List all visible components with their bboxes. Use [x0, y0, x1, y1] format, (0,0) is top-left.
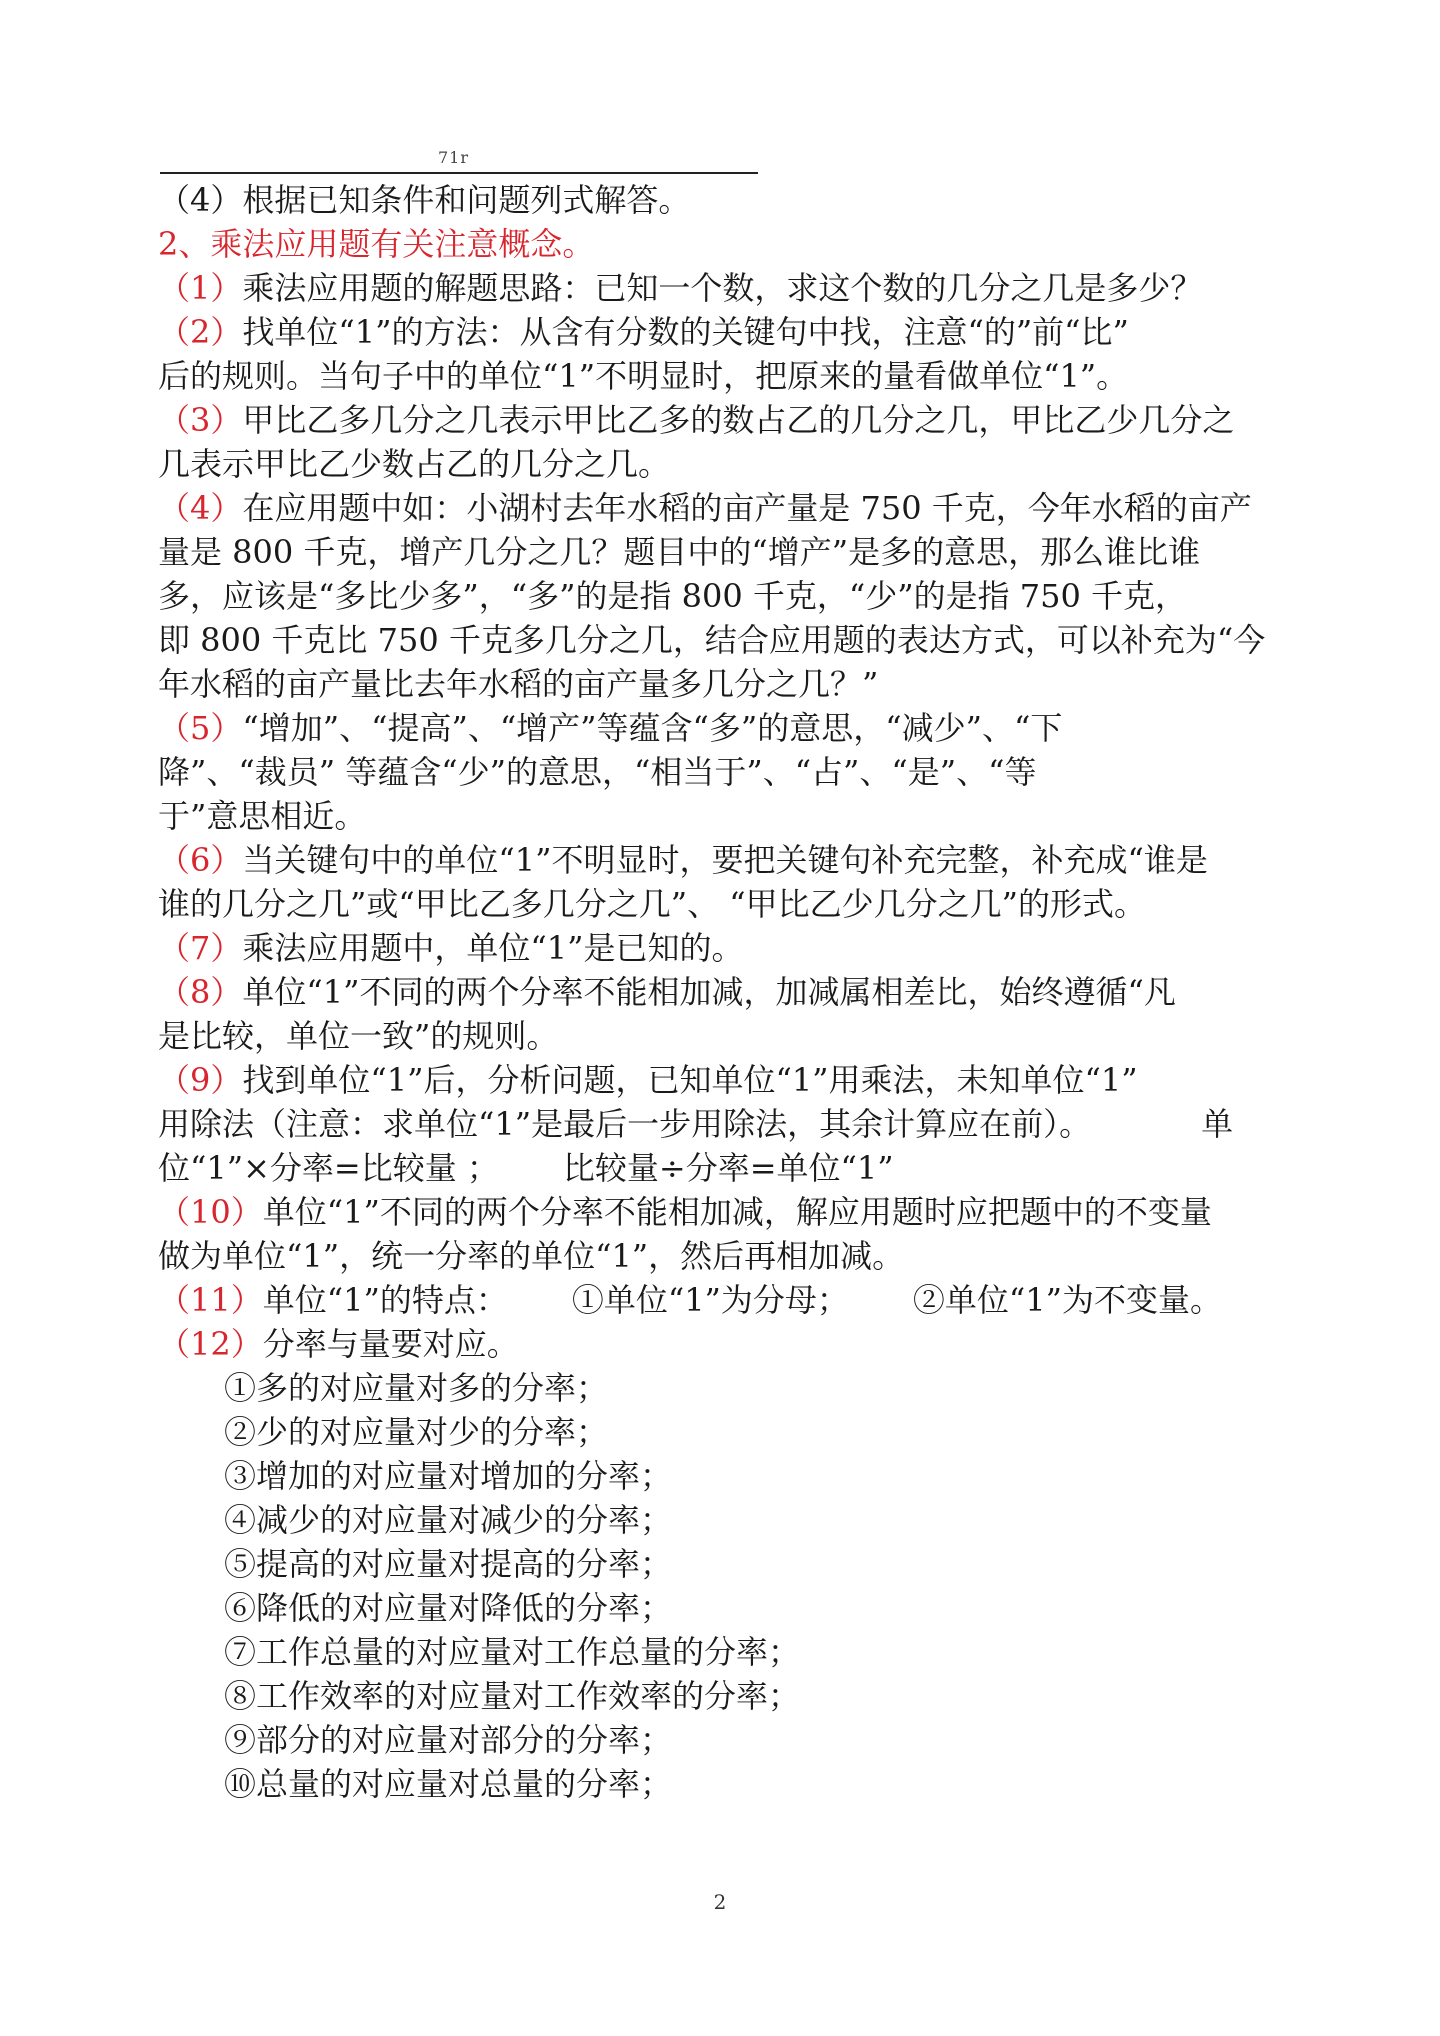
page-number: 2 — [713, 1890, 727, 1914]
item-number: （10） — [158, 1193, 263, 1231]
document-body — [158, 178, 1298, 1806]
item-number: （3） — [158, 401, 243, 439]
formula-line — [158, 1146, 1298, 1190]
text-line: 多，应该是“多比少多”，“多”的是指 800 千克，“少”的是指 750 千克， — [158, 577, 1188, 615]
item-text: 乘法应用题中，单位“1”是已知的。 — [242, 929, 744, 967]
item-number: （4） — [158, 489, 243, 527]
paragraph-line — [158, 486, 1298, 530]
item-text: 分率与量要对应。 — [262, 1325, 519, 1363]
item-text: ①单位“1”为分母； — [571, 1281, 849, 1319]
item-number: （1） — [158, 269, 243, 307]
text-segment: 用除法（注意：求单位“1”是最后一步用除法，其余计算应在前）。 — [158, 1105, 1092, 1143]
item-text: 单位“1”不同的两个分率不能相加减，加减属相差比，始终遵循“凡 — [242, 973, 1176, 1011]
list-item: ①多的对应量对多的分率； — [224, 1369, 609, 1407]
list-item: ⑤提高的对应量对提高的分率； — [224, 1545, 673, 1583]
text-segment: 单 — [1201, 1105, 1234, 1143]
list-item: ⑦工作总量的对应量对工作总量的分率； — [224, 1633, 801, 1671]
item-text: 找到单位“1”后，分析问题，已知单位“1”用乘法，未知单位“1” — [242, 1061, 1138, 1099]
text-line: 即 800 千克比 750 千克多几分之几，结合应用题的表达方式，可以补充为“今 — [158, 621, 1266, 659]
item-text: 在应用题中如：小湖村去年水稻的亩产量是 750 千克，今年水稻的亩产 — [242, 489, 1252, 527]
paragraph-line — [158, 1278, 1298, 1322]
list-item: ⑩总量的对应量对总量的分率； — [224, 1765, 673, 1803]
list-item: ⑥降低的对应量对降低的分率； — [224, 1589, 673, 1627]
paragraph-line — [158, 398, 1298, 442]
item-number: （7） — [158, 929, 243, 967]
item-text: ②单位“1”为不变量。 — [912, 1281, 1223, 1319]
item-text: 单位“1”不同的两个分率不能相加减，解应用题时应把题中的不变量 — [262, 1193, 1212, 1231]
text-line: （4）根据已知条件和问题列式解答。 — [158, 181, 691, 219]
paragraph-line — [158, 1190, 1298, 1234]
text-line: 是比较，单位一致”的规则。 — [158, 1017, 559, 1055]
item-number: （5） — [158, 709, 243, 747]
paragraph-line — [158, 1322, 1298, 1366]
paragraph-line — [158, 838, 1298, 882]
text-line — [158, 1102, 1298, 1146]
paragraph-line — [158, 970, 1298, 1014]
paragraph-line — [158, 706, 1298, 750]
text-line: 做为单位“1”，统一分率的单位“1”，然后再相加减。 — [158, 1237, 905, 1275]
item-number: （8） — [158, 973, 243, 1011]
list-item: ⑨部分的对应量对部分的分率； — [224, 1721, 673, 1759]
formula-left: 位“1”×分率=比较量 ； — [158, 1149, 499, 1187]
text-line: 于”意思相近。 — [158, 797, 367, 835]
text-line: 年水稻的亩产量比去年水稻的亩产量多几分之几？” — [158, 665, 879, 703]
list-item: ③增加的对应量对增加的分率； — [224, 1457, 673, 1495]
item-text: 当关键句中的单位“1”不明显时，要把关键句补充完整，补充成“谁是 — [242, 841, 1208, 879]
item-number: （9） — [158, 1061, 243, 1099]
item-text: 单位“1”的特点： — [262, 1281, 508, 1319]
item-number: （12） — [158, 1325, 263, 1363]
formula-right: 比较量÷分率=单位“1” — [562, 1149, 894, 1187]
text-line: 后的规则。当句子中的单位“1”不明显时，把原来的量看做单位“1”。 — [158, 357, 1129, 395]
item-number: （11） — [158, 1281, 263, 1319]
item-text: 找单位“1”的方法：从含有分数的关键句中找，注意“的”前“比” — [242, 313, 1129, 351]
header-mark: 71r — [438, 148, 470, 167]
list-item: ②少的对应量对少的分率； — [224, 1413, 609, 1451]
item-text: “增加”、“提高”、“增产”等蕴含“多”的意思，“减少”、“下 — [242, 709, 1063, 747]
paragraph-line — [158, 266, 1298, 310]
text-line: 降”、“裁员” 等蕴含“少”的意思，“相当于”、“占”、“是”、“等 — [158, 753, 1037, 791]
text-line: 量是 800 千克，增产几分之几？题目中的“增产”是多的意思，那么谁比谁 — [158, 533, 1201, 571]
paragraph-line — [158, 310, 1298, 354]
item-number: （2） — [158, 313, 243, 351]
item-number: （6） — [158, 841, 243, 879]
text-line: 几表示甲比乙少数占乙的几分之几。 — [158, 445, 671, 483]
item-text: 甲比乙多几分之几表示甲比乙多的数占乙的几分之几，甲比乙少几分之 — [242, 401, 1235, 439]
header-rule — [160, 172, 758, 174]
list-item: ⑧工作效率的对应量对工作效率的分率； — [224, 1677, 801, 1715]
list-item: ④减少的对应量对减少的分率； — [224, 1501, 673, 1539]
section-heading: 2、乘法应用题有关注意概念。 — [158, 225, 595, 263]
item-text: 乘法应用题的解题思路：已知一个数，求这个数的几分之几是多少？ — [242, 269, 1203, 307]
text-line: 谁的几分之几”或“甲比乙多几分之几”、 “甲比乙少几分之几”的形式。 — [158, 885, 1146, 923]
paragraph-line — [158, 926, 1298, 970]
paragraph-line — [158, 1058, 1298, 1102]
